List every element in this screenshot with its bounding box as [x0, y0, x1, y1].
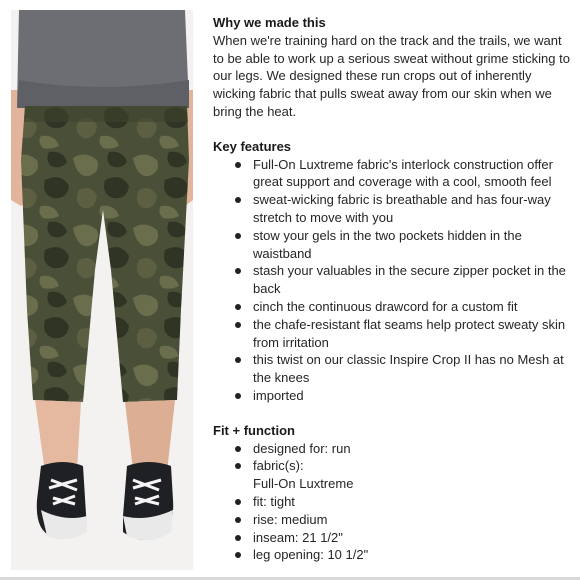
- why-heading: Why we made this: [213, 15, 326, 30]
- fit-section: [213, 422, 571, 564]
- features-heading: Key features: [213, 138, 292, 154]
- list-item: designed for: run: [235, 440, 571, 458]
- list-item: fit: tight: [235, 493, 571, 511]
- list-item: rise: medium: [235, 511, 571, 529]
- product-photo: [11, 10, 193, 570]
- list-item-fabric: [235, 457, 571, 493]
- why-section: [213, 14, 571, 121]
- features-list: [213, 156, 571, 405]
- list-item: Full-On Luxtreme fabric's interlock construction offer great support and coverage with a cool, smooth feel: [235, 156, 571, 192]
- list-item: cinch the continuous drawcord for a custom fit: [235, 298, 571, 316]
- list-item: imported: [235, 387, 571, 405]
- fabric-label: fabric(s):: [253, 458, 304, 474]
- list-item: inseam: 21 1/2": [235, 529, 571, 547]
- list-item: sweat-wicking fabric is breathable and has four-way stretch to move with you: [235, 191, 571, 227]
- fabric-value: Full-On Luxtreme: [253, 476, 354, 492]
- fit-list: [213, 440, 571, 565]
- list-item: leg opening: 10 1/2": [235, 546, 571, 564]
- product-description: [213, 14, 571, 581]
- why-body: When we're training hard on the track and the trails, we want to be able to work up a serious sweat without grime sticking to our legs. We designed these run crops out of inherently wicking fabric that pulls sweat away from our skin when we bring the heat.: [213, 32, 570, 119]
- list-item: stow your gels in the two pockets hidden in the waistband: [235, 227, 571, 263]
- camo-crop-leggings-photo-icon: [11, 10, 193, 570]
- list-item: the chafe-resistant flat seams help protect sweaty skin from irritation: [235, 316, 571, 352]
- list-item: stash your valuables in the secure zipper pocket in the back: [235, 262, 571, 298]
- features-section: [213, 138, 571, 405]
- list-item: this twist on our classic Inspire Crop II has no Mesh at the knees: [235, 351, 571, 387]
- fit-heading: Fit + function: [213, 422, 295, 438]
